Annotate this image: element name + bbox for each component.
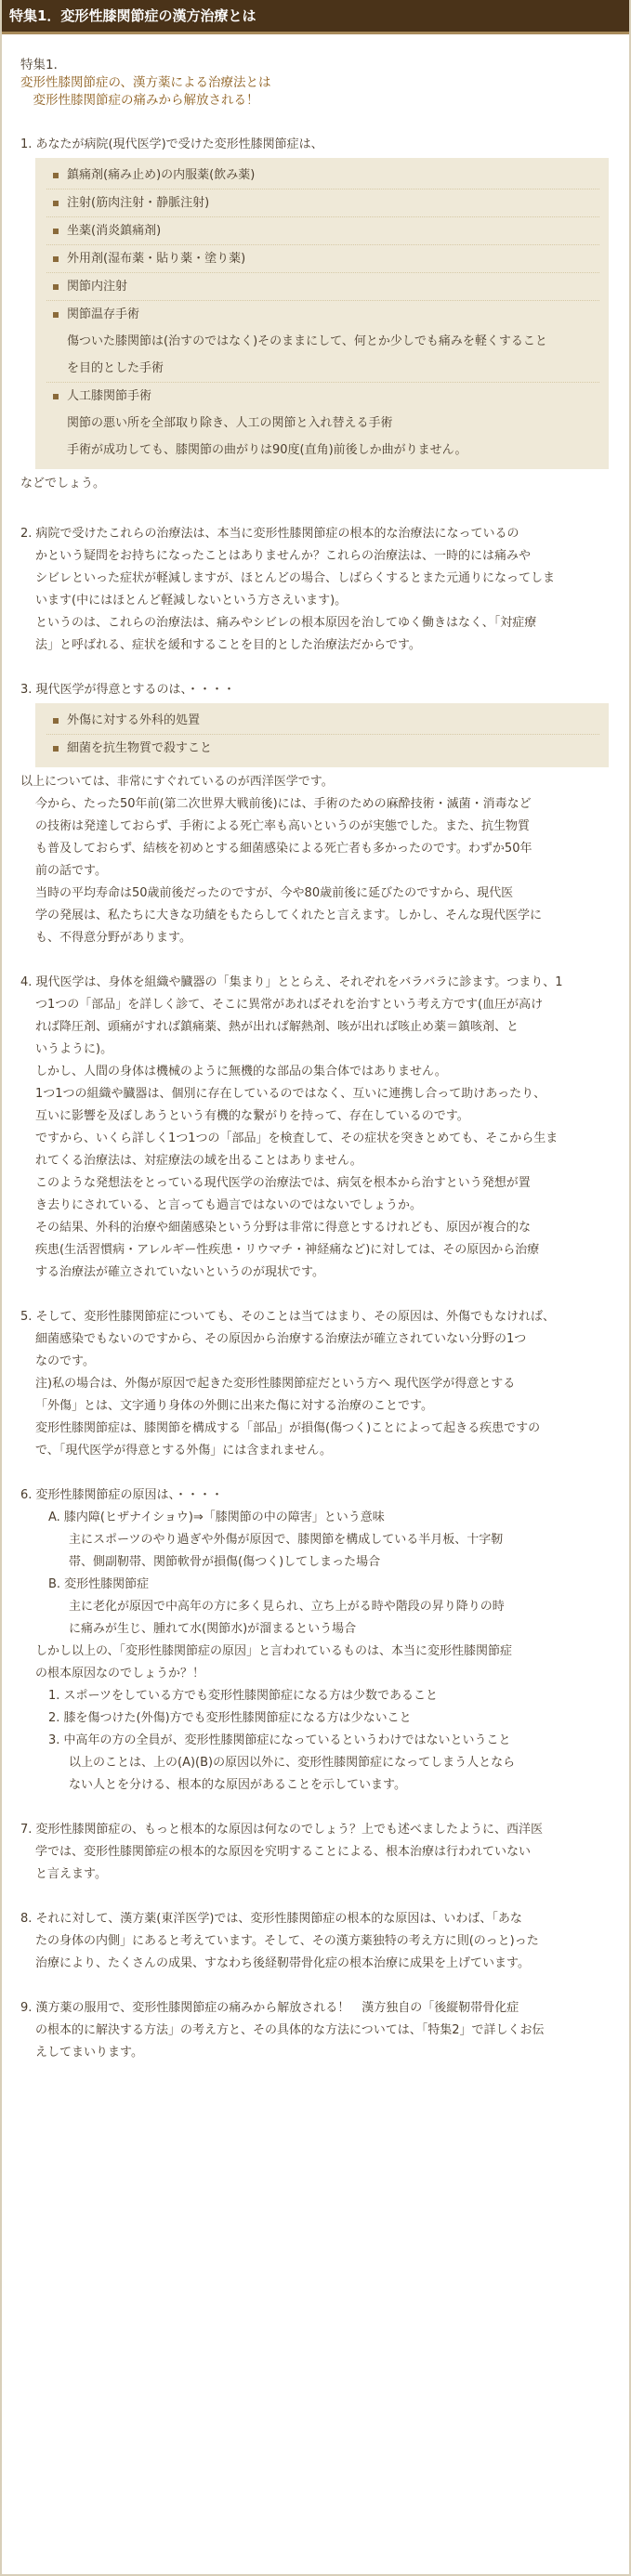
- treatment-list-box: [35, 158, 609, 469]
- reason-item: 1. スポーツをしている方でも変形性膝関節症になる方は少数であること: [48, 1689, 439, 1703]
- list-item-description: を目的とした手術: [67, 361, 164, 375]
- question-line: しかし以上の、「変形性膝関節症の原因」と言われているものは、本当に変形性膝関節症: [35, 1644, 512, 1658]
- section-7: [20, 1819, 609, 1886]
- paragraph-line: 8. それに対して、漢方薬(東洋医学)では、変形性膝関節症の根本的な原因は、いわば、「あな: [20, 1912, 522, 1926]
- list-item-description: 傷ついた膝関節は(治すのではなく)そのままにして、何とか少しでも痛みを軽くすること: [67, 334, 547, 348]
- paragraph-line: の技術は発達しておらず、手術による死亡率も高いというのが実態でした。また、抗生物質: [35, 819, 530, 833]
- paragraph-line: れてくる治療法は、対症療法の域を出ることはありません。: [35, 1154, 362, 1168]
- page-title: 特集1．変形性膝関節症の漢方治療とは: [2, 0, 629, 34]
- reason-conclusion: 以上のことは、上の(A)(B)の原因以外に、変形性膝関節症になってしまう人となら: [69, 1756, 516, 1770]
- paragraph-line: も普及しておらず、結核を初めとする細菌感染による死亡者も多かったのです。わずか50年: [35, 842, 532, 856]
- list-item: 鎮痛剤(痛み止め)の内服薬(飲み薬): [46, 162, 599, 189]
- list-item: 関節内注射: [46, 272, 599, 300]
- list-item: 外用剤(湿布薬・貼り薬・塗り薬): [46, 244, 599, 272]
- paragraph-line: の根本的に解決する方法」の考え方と、その具体的な方法については、「特集2」で詳しくお伝: [35, 2023, 545, 2037]
- paragraph-line: と言えます。: [35, 1867, 107, 1881]
- cause-b-description: に痛みが生じ、腫れて水(関節水)が溜まるという場合: [69, 1622, 357, 1636]
- paragraph-line: 前の話です。: [35, 864, 107, 878]
- paragraph-line: 1つ1つの組織や臓器は、個別に存在しているのではなく、互いに連携し合って助けあったり、: [35, 1087, 546, 1101]
- cause-b-title: B. 変形性膝関節症: [48, 1577, 150, 1591]
- list-item: 坐薬(消炎鎮痛剤): [46, 216, 599, 244]
- paragraph-line: 学では、変形性膝関節症の根本的な原因を究明することによる、根本治療は行われていない: [35, 1845, 532, 1859]
- list-item: 関節温存手術: [46, 300, 599, 328]
- paragraph-line: ですから、いくら詳しく1つ1つの「部品」を検査して、その症状を突きとめても、そこから生ま: [35, 1131, 559, 1145]
- section-1: [20, 134, 609, 495]
- paragraph-line: たの身体の内側」にあると考えています。そして、その漢方薬独特の考え方に則(のっと)った: [35, 1934, 539, 1948]
- cause-b-description: 主に老化が原因で中高年の方に多く見られ、立ち上がる時や階段の昇り降りの時: [69, 1600, 505, 1614]
- paragraph-line: 以上については、非常にすぐれているのが西洋医学です。: [20, 775, 334, 789]
- paragraph-line: 「外傷」とは、文字通り身体の外側に出来た傷に対する治療のことです。: [35, 1399, 433, 1413]
- paragraph-line: います(中にはほとんど軽減しないという方さえいます)。: [35, 594, 348, 608]
- paragraph-line: 4. 現代医学は、身体を組織や臓器の「集まり」ととらえ、それぞれをバラバラに診ます。つまり、1: [20, 975, 563, 989]
- intro-subtitle-2: 変形性膝関節症の痛みから解放される！: [20, 93, 259, 108]
- list-item-description: 関節の悪い所を全部取り除き、人工の関節と入れ替える手術: [67, 416, 393, 430]
- list-item-description: 手術が成功しても、膝関節の曲がりは90度(直角)前後しか曲がりません。: [67, 443, 467, 457]
- intro-subtitle-1: 変形性膝関節症の、漢方薬による治療法とは: [20, 75, 271, 90]
- main-content: [2, 134, 629, 2064]
- reason-conclusion: ない人とを分ける、根本的な原因があることを示しています。: [69, 1778, 406, 1792]
- paragraph-line: いうように)。: [35, 1042, 113, 1056]
- section-1-after: などでしょう。: [20, 477, 106, 490]
- paragraph-line: しかし、人間の身体は機械のように無機的な部品の集合体ではありません。: [35, 1065, 447, 1079]
- section-2: [20, 523, 609, 657]
- list-item: 人工膝関節手術: [46, 382, 599, 410]
- section-3: [20, 679, 609, 949]
- strengths-list-box: [35, 703, 609, 767]
- intro: [2, 34, 629, 110]
- paragraph-line: 法」と呼ばれる、症状を緩和することを目的とした治療法だからです。: [35, 638, 421, 652]
- section-6: [20, 1484, 609, 1797]
- paragraph-line: 5. そして、変形性膝関節症についても、そのことは当てはまり、その原因は、外傷でもなければ、: [20, 1310, 556, 1324]
- section-4: [20, 972, 609, 1284]
- paragraph-line: 2. 病院で受けたこれらの治療法は、本当に変形性膝関節症の根本的な治療法になっているの: [20, 527, 519, 541]
- paragraph-line: で、「現代医学が得意とする外傷」には含まれません。: [35, 1444, 333, 1458]
- paragraph-line: というのは、これらの治療法は、痛みやシビレの根本原因を治してゆく働きはなく、「対症療: [35, 616, 537, 630]
- question-line: の根本原因なのでしょうか？！: [35, 1667, 205, 1680]
- section-5: [20, 1306, 609, 1462]
- paragraph-line: 今から、たった50年前(第二次世界大戦前後)には、手術のための麻酔技術・滅菌・消毒など: [35, 797, 532, 811]
- section-8: [20, 1908, 609, 1975]
- section-1-heading: 1. あなたが病院(現代医学)で受けた変形性膝関節症は、: [20, 137, 323, 151]
- cause-a-title: A. 膝内障(ヒザナイショウ)⇒「膝関節の中の障害」という意味: [48, 1510, 385, 1524]
- paragraph-line: 7. 変形性膝関節症の、もっと根本的な原因は何なのでしょう？上でも述べましたように、西洋医: [20, 1823, 544, 1837]
- paragraph-line: する治療法が確立されていないというのが現状です。: [35, 1265, 324, 1279]
- section-6-heading: 6. 変形性膝関節症の原因は、・・・・: [20, 1488, 224, 1502]
- paragraph-line: も、不得意分野があります。: [35, 931, 191, 945]
- paragraph-line: 細菌感染でもないのですから、その原因から治療する治療法が確立されていない分野の1つ: [35, 1332, 527, 1346]
- paragraph-line: シビレといった症状が軽減しますが、ほとんどの場合、しばらくするとまた元通りになってしま: [35, 571, 556, 585]
- paragraph-line: 当時の平均寿命は50歳前後だったのですが、今や80歳前後に延びたのですから、現代医: [35, 886, 514, 900]
- cause-a-description: 主にスポーツのやり過ぎや外傷が原因で、膝関節を構成している半月板、十字靭: [69, 1533, 504, 1547]
- intro-label: 特集1．: [20, 58, 67, 72]
- paragraph-line: 注)私の場合は、外傷が原因で起きた変形性膝関節症だという方へ 現代医学が得意とする: [35, 1377, 516, 1391]
- paragraph-line: 9. 漢方薬の服用で、変形性膝関節症の痛みから解放される！ 漢方独自の「後縦靭帯骨化症: [20, 2001, 519, 2015]
- reason-item: 3. 中高年の方の全員が、変形性膝関節症になっているというわけではないということ: [48, 1733, 511, 1747]
- paragraph-line: その結果、外科的治療や細菌感染という分野は非常に得意とするけれども、原因が複合的な: [35, 1221, 532, 1235]
- paragraph-line: えしてまいります。: [35, 2046, 143, 2059]
- paragraph-line: 互いに影響を及ぼしあうという有機的な繋がりを持って、存在しているのです。: [35, 1109, 469, 1123]
- paragraph-line: 学の発展は、私たちに大きな功績をもたらしてくれたと言えます。しかし、そんな現代医学に: [35, 909, 542, 922]
- cause-a-description: 帯、側副靭帯、関節軟骨が損傷(傷つく)してしまった場合: [69, 1555, 381, 1569]
- paragraph-line: このような発想法をとっている現代医学の治療法では、病気を根本から治すという発想が置: [35, 1176, 531, 1190]
- section-9: [20, 1997, 609, 2064]
- paragraph-line: 治療により、たくさんの成果、すなわち後経靭帯骨化症の根本治療に成果を上げています。: [35, 1956, 530, 1970]
- paragraph-line: 変形性膝関節症は、膝関節を構成する「部品」が損傷(傷つく)ことによって起きる疾患ですの: [35, 1421, 541, 1435]
- list-item: 細菌を抗生物質で殺すこと: [46, 734, 599, 762]
- paragraph-line: 疾患(生活習慣病・アレルギー性疾患・リウマチ・神経痛など)に対しては、その原因から治療: [35, 1243, 540, 1257]
- paragraph-line: れば降圧剤、頭痛がすれば鎮痛薬、熱が出れば解熱剤、咳が出れば咳止め薬＝鎮咳剤、と: [35, 1020, 519, 1034]
- reason-item: 2. 膝を傷つけた(外傷)方でも変形性膝関節症になる方は少ないこと: [48, 1711, 412, 1725]
- list-item: 注射(筋肉注射・静脈注射): [46, 189, 599, 216]
- paragraph-line: なのです。: [35, 1354, 95, 1368]
- paragraph-line: かという疑問をお持ちになったことはありませんか？これらの治療法は、一時的には痛みや: [35, 549, 532, 563]
- paragraph-line: つ1つの「部品」を詳しく診て、そこに異常があればそれを治すという考え方です(血圧が高け: [35, 998, 544, 1012]
- paragraph-line: き去りにされている、と言っても過言ではないのではないでしょうか。: [35, 1198, 423, 1212]
- section-3-heading: 3. 現代医学が得意とするのは、・・・・: [20, 683, 236, 697]
- list-item: 外傷に対する外科的処置: [46, 707, 599, 734]
